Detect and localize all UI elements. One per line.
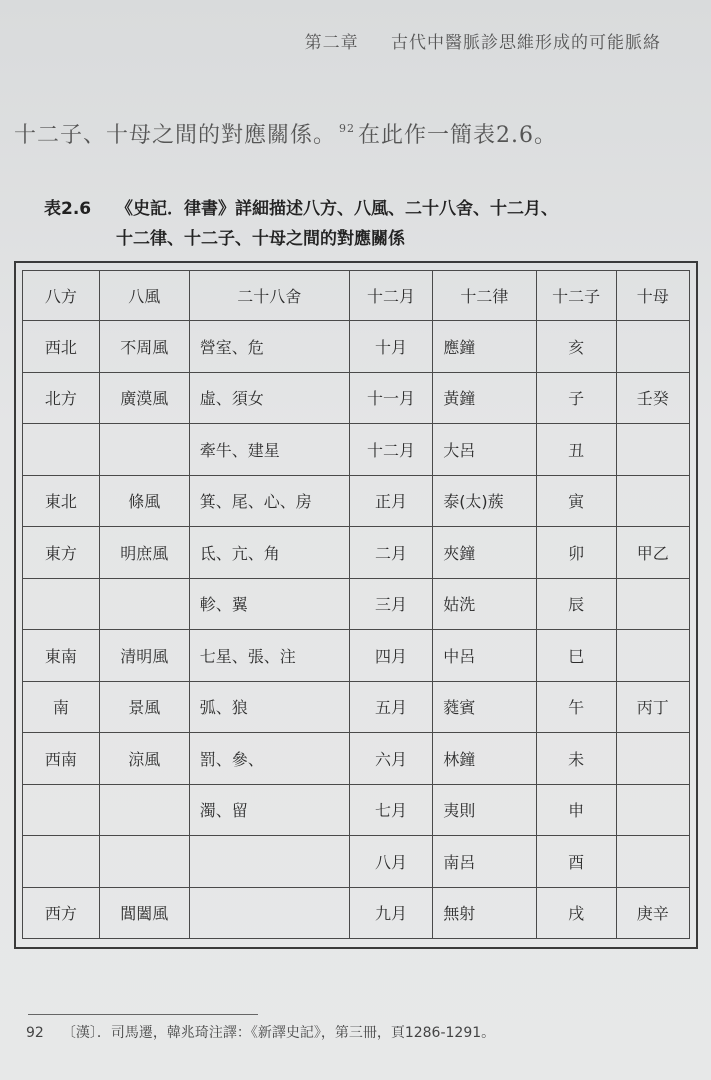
table-row [23, 733, 690, 785]
table-cell: 二月 [349, 527, 432, 579]
table-row [23, 527, 690, 579]
table-cell: 西北 [23, 321, 100, 373]
table-cell: 子 [536, 372, 616, 424]
table-cell: 丙丁 [616, 681, 689, 733]
footnote-number: 92 [26, 1025, 44, 1041]
table-row [23, 630, 690, 682]
chapter-title: 古代中醫脈診思維形成的可能脈絡 [391, 33, 661, 53]
table-row [23, 784, 690, 836]
table-cell: 南 [23, 681, 100, 733]
footnote [26, 1022, 495, 1042]
table-cell: 箕、尾、心、房 [189, 475, 349, 527]
table-cell: 十二月 [349, 424, 432, 476]
table-cell: 大呂 [433, 424, 536, 476]
table-cell: 不周風 [99, 321, 189, 373]
table-cell: 清明風 [99, 630, 189, 682]
table-cell: 北方 [23, 372, 100, 424]
running-header [305, 28, 661, 53]
table-cell: 申 [536, 784, 616, 836]
table-row [23, 578, 690, 630]
table-cell [616, 630, 689, 682]
table-cell: 十月 [349, 321, 432, 373]
table-cell: 東南 [23, 630, 100, 682]
table-cell: 罰、參、 [189, 733, 349, 785]
intro-text-end: 在此作一簡表2.6。 [358, 123, 558, 148]
table-cell [616, 321, 689, 373]
table-cell [23, 424, 100, 476]
table-cell: 庚辛 [616, 887, 689, 939]
table-cell: 戌 [536, 887, 616, 939]
table-cell: 丑 [536, 424, 616, 476]
header-cell: 十二子 [536, 271, 616, 321]
table-number: 表2.6 [44, 199, 92, 219]
correspondence-table [22, 270, 690, 939]
table-cell: 軫、翼 [189, 578, 349, 630]
header-cell: 二十八舍 [189, 271, 349, 321]
table-cell: 未 [536, 733, 616, 785]
table-cell: 東北 [23, 475, 100, 527]
table-cell: 卯 [536, 527, 616, 579]
table-cell: 辰 [536, 578, 616, 630]
table-cell [99, 578, 189, 630]
table-cell: 蕤賓 [433, 681, 536, 733]
table-cell: 七月 [349, 784, 432, 836]
table-cell: 三月 [349, 578, 432, 630]
header-cell: 八方 [23, 271, 100, 321]
table-cell [616, 578, 689, 630]
table-cell: 牽牛、建星 [189, 424, 349, 476]
table-row [23, 475, 690, 527]
table-cell: 東方 [23, 527, 100, 579]
table-cell: 應鐘 [433, 321, 536, 373]
table-cell: 林鐘 [433, 733, 536, 785]
table-cell: 南呂 [433, 836, 536, 888]
table-cell [616, 475, 689, 527]
table-cell [616, 836, 689, 888]
table-cell [616, 424, 689, 476]
header-cell: 十二月 [349, 271, 432, 321]
table-cell: 西南 [23, 733, 100, 785]
table-row [23, 321, 690, 373]
table-cell: 七星、張、注 [189, 630, 349, 682]
table-cell: 西方 [23, 887, 100, 939]
table-cell: 壬癸 [616, 372, 689, 424]
table-row [23, 424, 690, 476]
table-cell: 六月 [349, 733, 432, 785]
footnote-text: 〔漢〕．司馬遷，韓兆琦注譯：《新譯史記》，第三冊，頁1286-1291。 [61, 1025, 496, 1041]
table-row [23, 372, 690, 424]
table-cell: 明庶風 [99, 527, 189, 579]
table-cell: 酉 [536, 836, 616, 888]
chapter-label: 第二章 [304, 33, 359, 53]
table-cell: 九月 [349, 887, 432, 939]
table-cell: 巳 [536, 630, 616, 682]
table-cell [23, 578, 100, 630]
table-cell [99, 836, 189, 888]
table-cell: 姑洗 [433, 578, 536, 630]
table-row [23, 681, 690, 733]
intro-paragraph [14, 118, 557, 149]
table-cell: 弧、狼 [189, 681, 349, 733]
table-cell [99, 784, 189, 836]
table-cell: 虛、須女 [189, 372, 349, 424]
table-caption [44, 194, 558, 254]
table-cell [99, 424, 189, 476]
table-cell: 十一月 [349, 372, 432, 424]
table-cell: 五月 [349, 681, 432, 733]
table-row [23, 887, 690, 939]
table-cell [23, 836, 100, 888]
table-cell: 午 [536, 681, 616, 733]
table-row [23, 836, 690, 888]
table-cell: 氐、亢、角 [189, 527, 349, 579]
table-cell [616, 733, 689, 785]
table-cell [189, 836, 349, 888]
table-cell: 夷則 [433, 784, 536, 836]
footnote-reference[interactable]: 92 [339, 122, 356, 135]
table-cell [23, 784, 100, 836]
table-cell: 八月 [349, 836, 432, 888]
header-cell: 八風 [99, 271, 189, 321]
table-cell: 黃鐘 [433, 372, 536, 424]
table-cell: 中呂 [433, 630, 536, 682]
table-cell: 營室、危 [189, 321, 349, 373]
table-cell [189, 887, 349, 939]
table-cell: 濁、留 [189, 784, 349, 836]
table-cell: 涼風 [99, 733, 189, 785]
table-cell: 正月 [349, 475, 432, 527]
table-frame [14, 261, 698, 949]
table-body [23, 321, 690, 939]
table-cell: 無射 [433, 887, 536, 939]
table-cell: 景風 [99, 681, 189, 733]
table-cell: 夾鐘 [433, 527, 536, 579]
caption-line-1: 《史記．律書》詳細描述八方、八風、二十八舍、十二月、 [116, 199, 558, 219]
table-cell: 廣漠風 [99, 372, 189, 424]
table-cell: 條風 [99, 475, 189, 527]
table-cell: 甲乙 [616, 527, 689, 579]
intro-text-start: 十二子、十母之間的對應關係。 [14, 123, 337, 148]
table-cell: 亥 [536, 321, 616, 373]
table-cell: 泰(太)蔟 [433, 475, 536, 527]
table-header-row [23, 271, 690, 321]
table-cell: 寅 [536, 475, 616, 527]
table-cell: 四月 [349, 630, 432, 682]
caption-line-2: 十二律、十二子、十母之間的對應關係 [116, 229, 405, 249]
header-cell: 十二律 [433, 271, 536, 321]
table-cell [616, 784, 689, 836]
footnote-divider [28, 1014, 258, 1015]
table-cell: 閶闔風 [99, 887, 189, 939]
header-cell: 十母 [616, 271, 689, 321]
